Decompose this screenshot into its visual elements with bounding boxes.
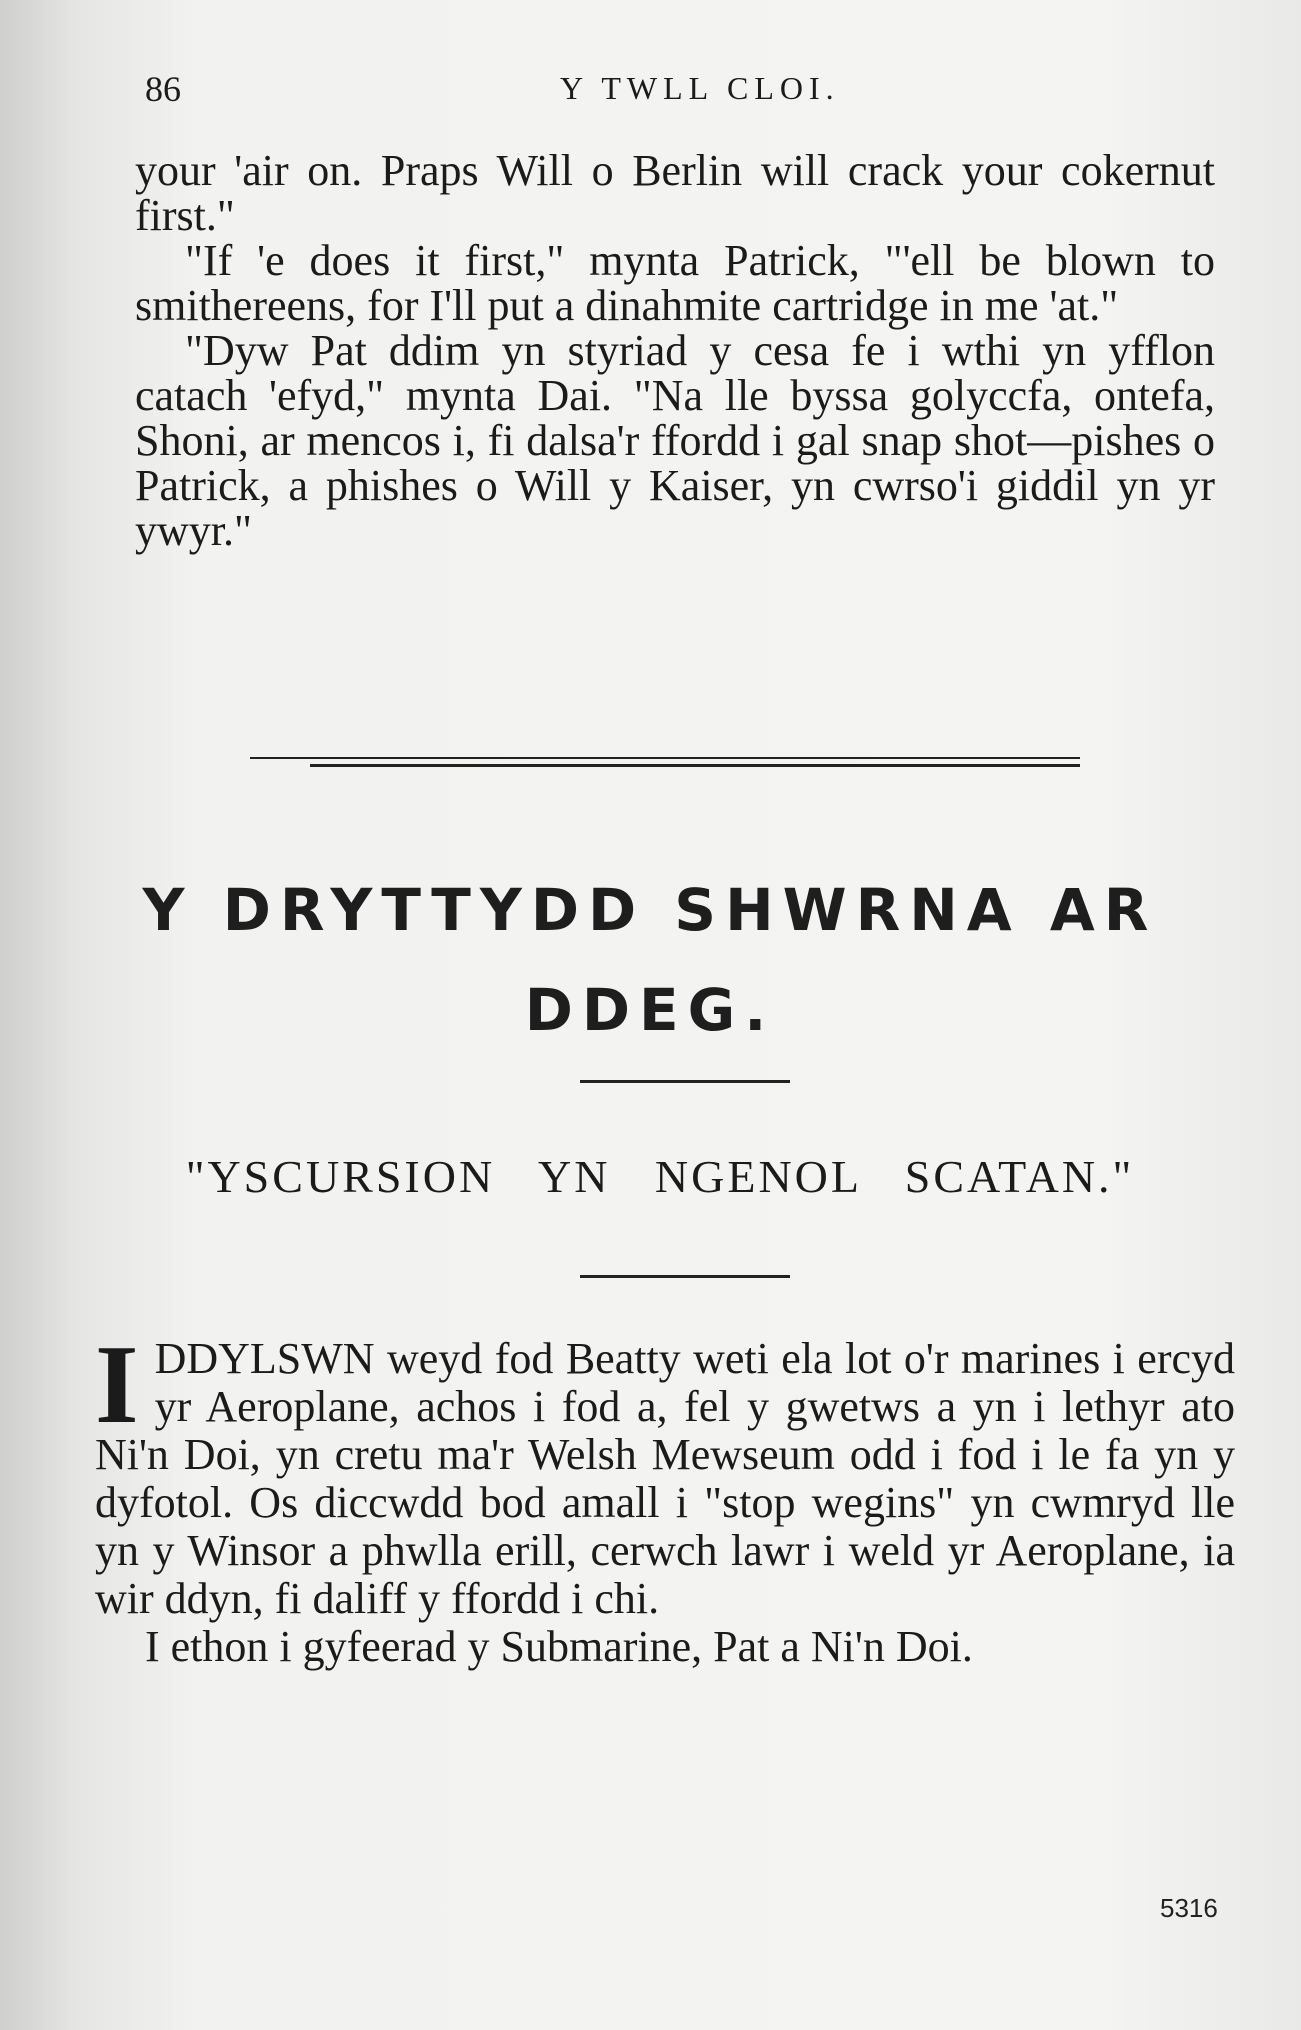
page-number: 86: [145, 69, 181, 109]
passage-two: [95, 1323, 1235, 1671]
running-title: Y TWLL CLOI.: [560, 70, 840, 106]
short-rule: [580, 1275, 790, 1278]
chapter-title-line: Y DRYTTYDD SHWRNA AR: [142, 876, 1158, 944]
paragraph: "Dyw Pat ddim yn styriad y cesa fe i wthi yn yfflon catach 'efyd," mynta Dai. "Na lle byssa golyccfa, ontefa, Shoni, ar mencos i, fi dalsa'r ffordd i gal snap shot—pishes o Patrick, a phishes o Will y Kaiser, yn cwrso'i giddil yn yr ywyr.": [135, 326, 1215, 555]
paragraph: "If 'e does it first," mynta Patrick, "'ell be blown to smithereens, for I'll put a dinahmite cartridge in me 'at.": [135, 236, 1215, 330]
paragraph: [95, 1323, 1235, 1623]
short-rule: [580, 1080, 790, 1083]
section-divider-thick: [310, 764, 1080, 767]
stamp-number: 5316: [1160, 1893, 1218, 1923]
paragraph: I ethon i gyfeerad y Submarine, Pat a Ni'n Doi.: [145, 1622, 973, 1671]
paragraph: your 'air on. Praps Will o Berlin will crack your cokernut first.": [135, 146, 1215, 240]
section-divider-thin: [250, 757, 1080, 759]
chapter-subtitle: "YSCURSION YN NGENOL SCATAN.": [185, 1151, 1135, 1202]
running-header: [145, 62, 1245, 122]
paragraph-text: DDYLSWN weyd fod Beatty weti ela lot o'r marines i ercyd yr Aeroplane, achos i fod a, fel y gwetws a yn i lethyr ato Ni'n Doi, yn cretu ma'r Welsh Mewseum odd i fod i le fa yn y dyfotol. Os diccwdd bod amall i "stop wegins" yn cwmryd lle yn y Winsor a phwlla erill, cerwch lawr i weld yr Aeroplane, ia wir ddyn, fi daliff y ffordd i chi.: [95, 1334, 1235, 1623]
chapter-title: [100, 860, 1200, 1060]
chapter-title-line: DDEG.: [524, 976, 776, 1044]
passage-one: [135, 148, 1215, 553]
drop-cap: I: [95, 1323, 139, 1447]
